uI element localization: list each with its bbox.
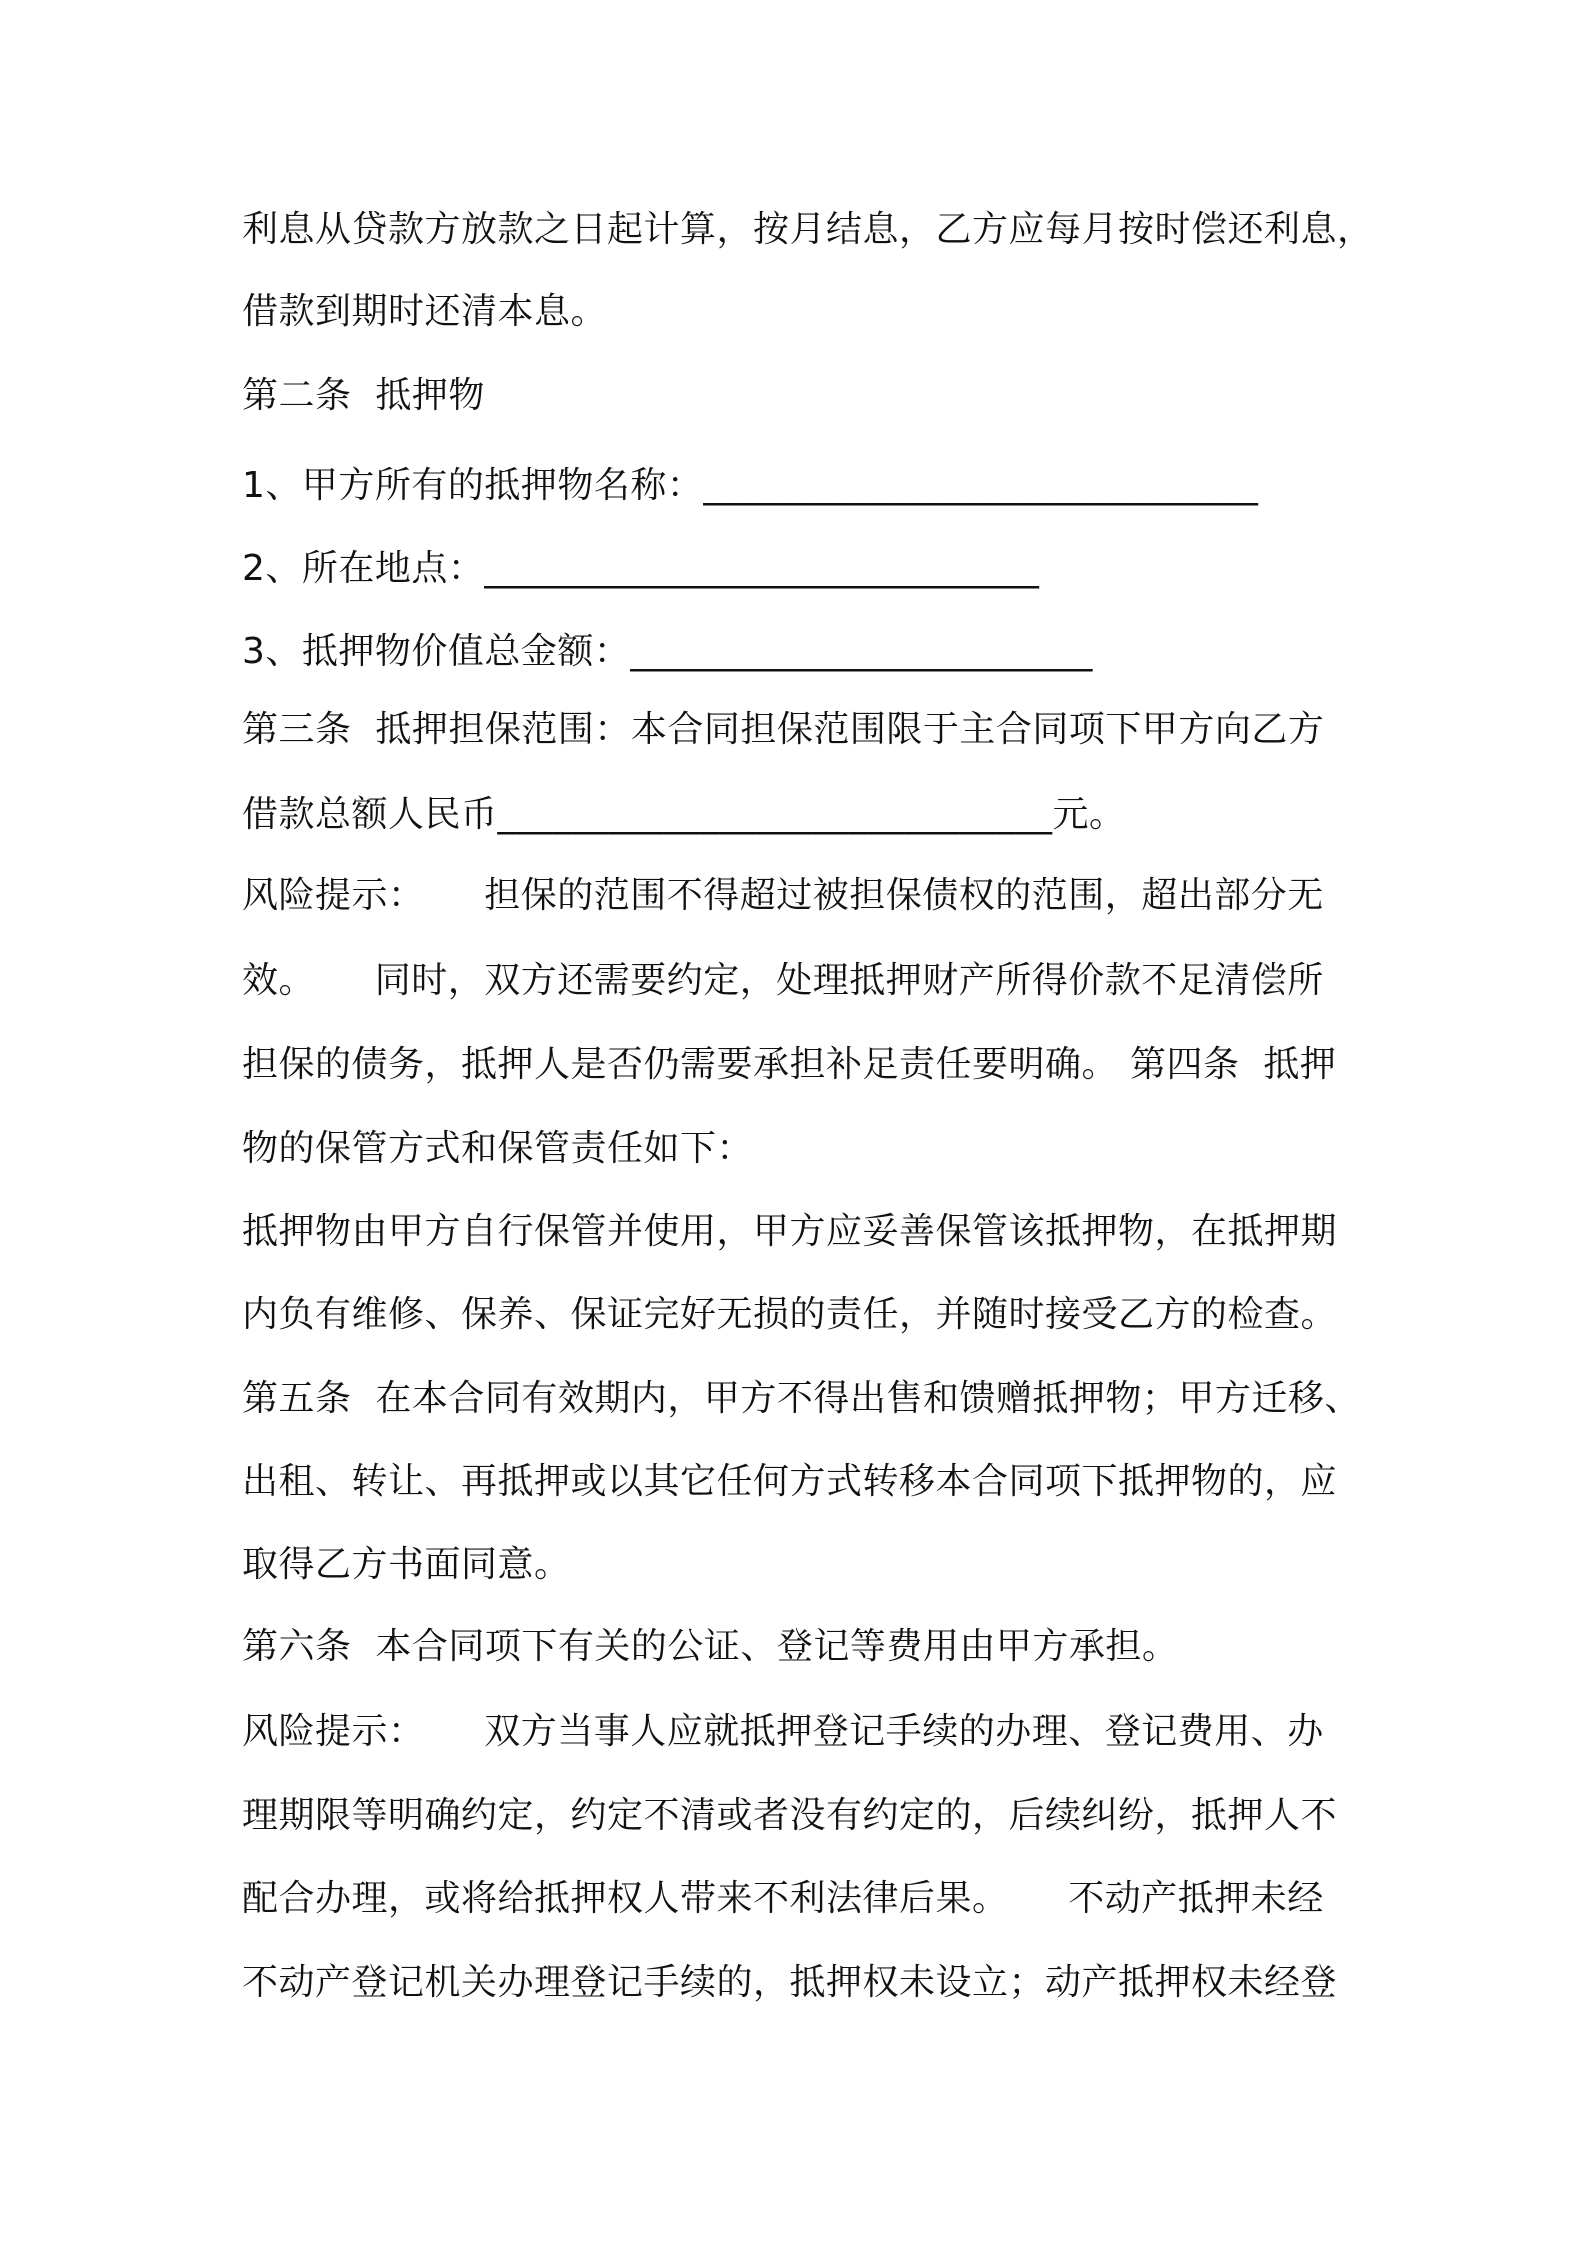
text-line: 物的保管方式和保管责任如下： xyxy=(242,1128,754,1169)
text-line: 借款总额人民币______________________________元。 xyxy=(242,794,1126,835)
text-line: 效。 同时，双方还需要约定，处理抵押财产所得价款不足清偿所 xyxy=(242,960,1324,1001)
text-line: 3、抵押物价值总金额：_________________________ xyxy=(242,631,1093,672)
text-line: 配合办理，或将给抵押权人带来不利法律后果。 不动产抵押未经 xyxy=(242,1878,1324,1919)
text-line: 抵押物由甲方自行保管并使用，甲方应妥善保管该抵押物，在抵押期 xyxy=(242,1211,1338,1252)
text-line: 第五条 在本合同有效期内，甲方不得出售和馈赠抵押物；甲方迁移、 xyxy=(242,1378,1361,1419)
text-line: 风险提示： 双方当事人应就抵押登记手续的办理、登记费用、办 xyxy=(242,1711,1324,1752)
text-line: 2、所在地点：______________________________ xyxy=(242,548,1040,589)
text-line: 借款到期时还清本息。 xyxy=(242,291,608,332)
text-line: 内负有维修、保养、保证完好无损的责任，并随时接受乙方的检查。 xyxy=(242,1294,1338,1335)
text-line: 第三条 抵押担保范围：本合同担保范围限于主合同项下甲方向乙方 xyxy=(242,709,1325,750)
text-line: 利息从贷款方放款之日起计算，按月结息，乙方应每月按时偿还利息， xyxy=(242,209,1374,250)
text-line: 1、甲方所有的抵押物名称：______________________________ xyxy=(242,465,1259,506)
text-line: 第六条 本合同项下有关的公证、登记等费用由甲方承担。 xyxy=(242,1626,1179,1667)
text-line: 不动产登记机关办理登记手续的，抵押权未设立；动产抵押权未经登 xyxy=(242,1962,1338,2003)
text-line: 取得乙方书面同意。 xyxy=(242,1544,571,1585)
section-heading: 第二条 抵押物 xyxy=(242,375,485,416)
text-line: 担保的债务，抵押人是否仍需要承担补足责任要明确。 第四条 抵押 xyxy=(242,1044,1337,1085)
text-line: 出租、转让、再抵押或以其它任何方式转移本合同项下抵押物的，应 xyxy=(242,1461,1338,1502)
text-line: 理期限等明确约定，约定不清或者没有约定的，后续纠纷，抵押人不 xyxy=(242,1795,1338,1836)
text-line: 风险提示： 担保的范围不得超过被担保债权的范围，超出部分无 xyxy=(242,875,1324,916)
